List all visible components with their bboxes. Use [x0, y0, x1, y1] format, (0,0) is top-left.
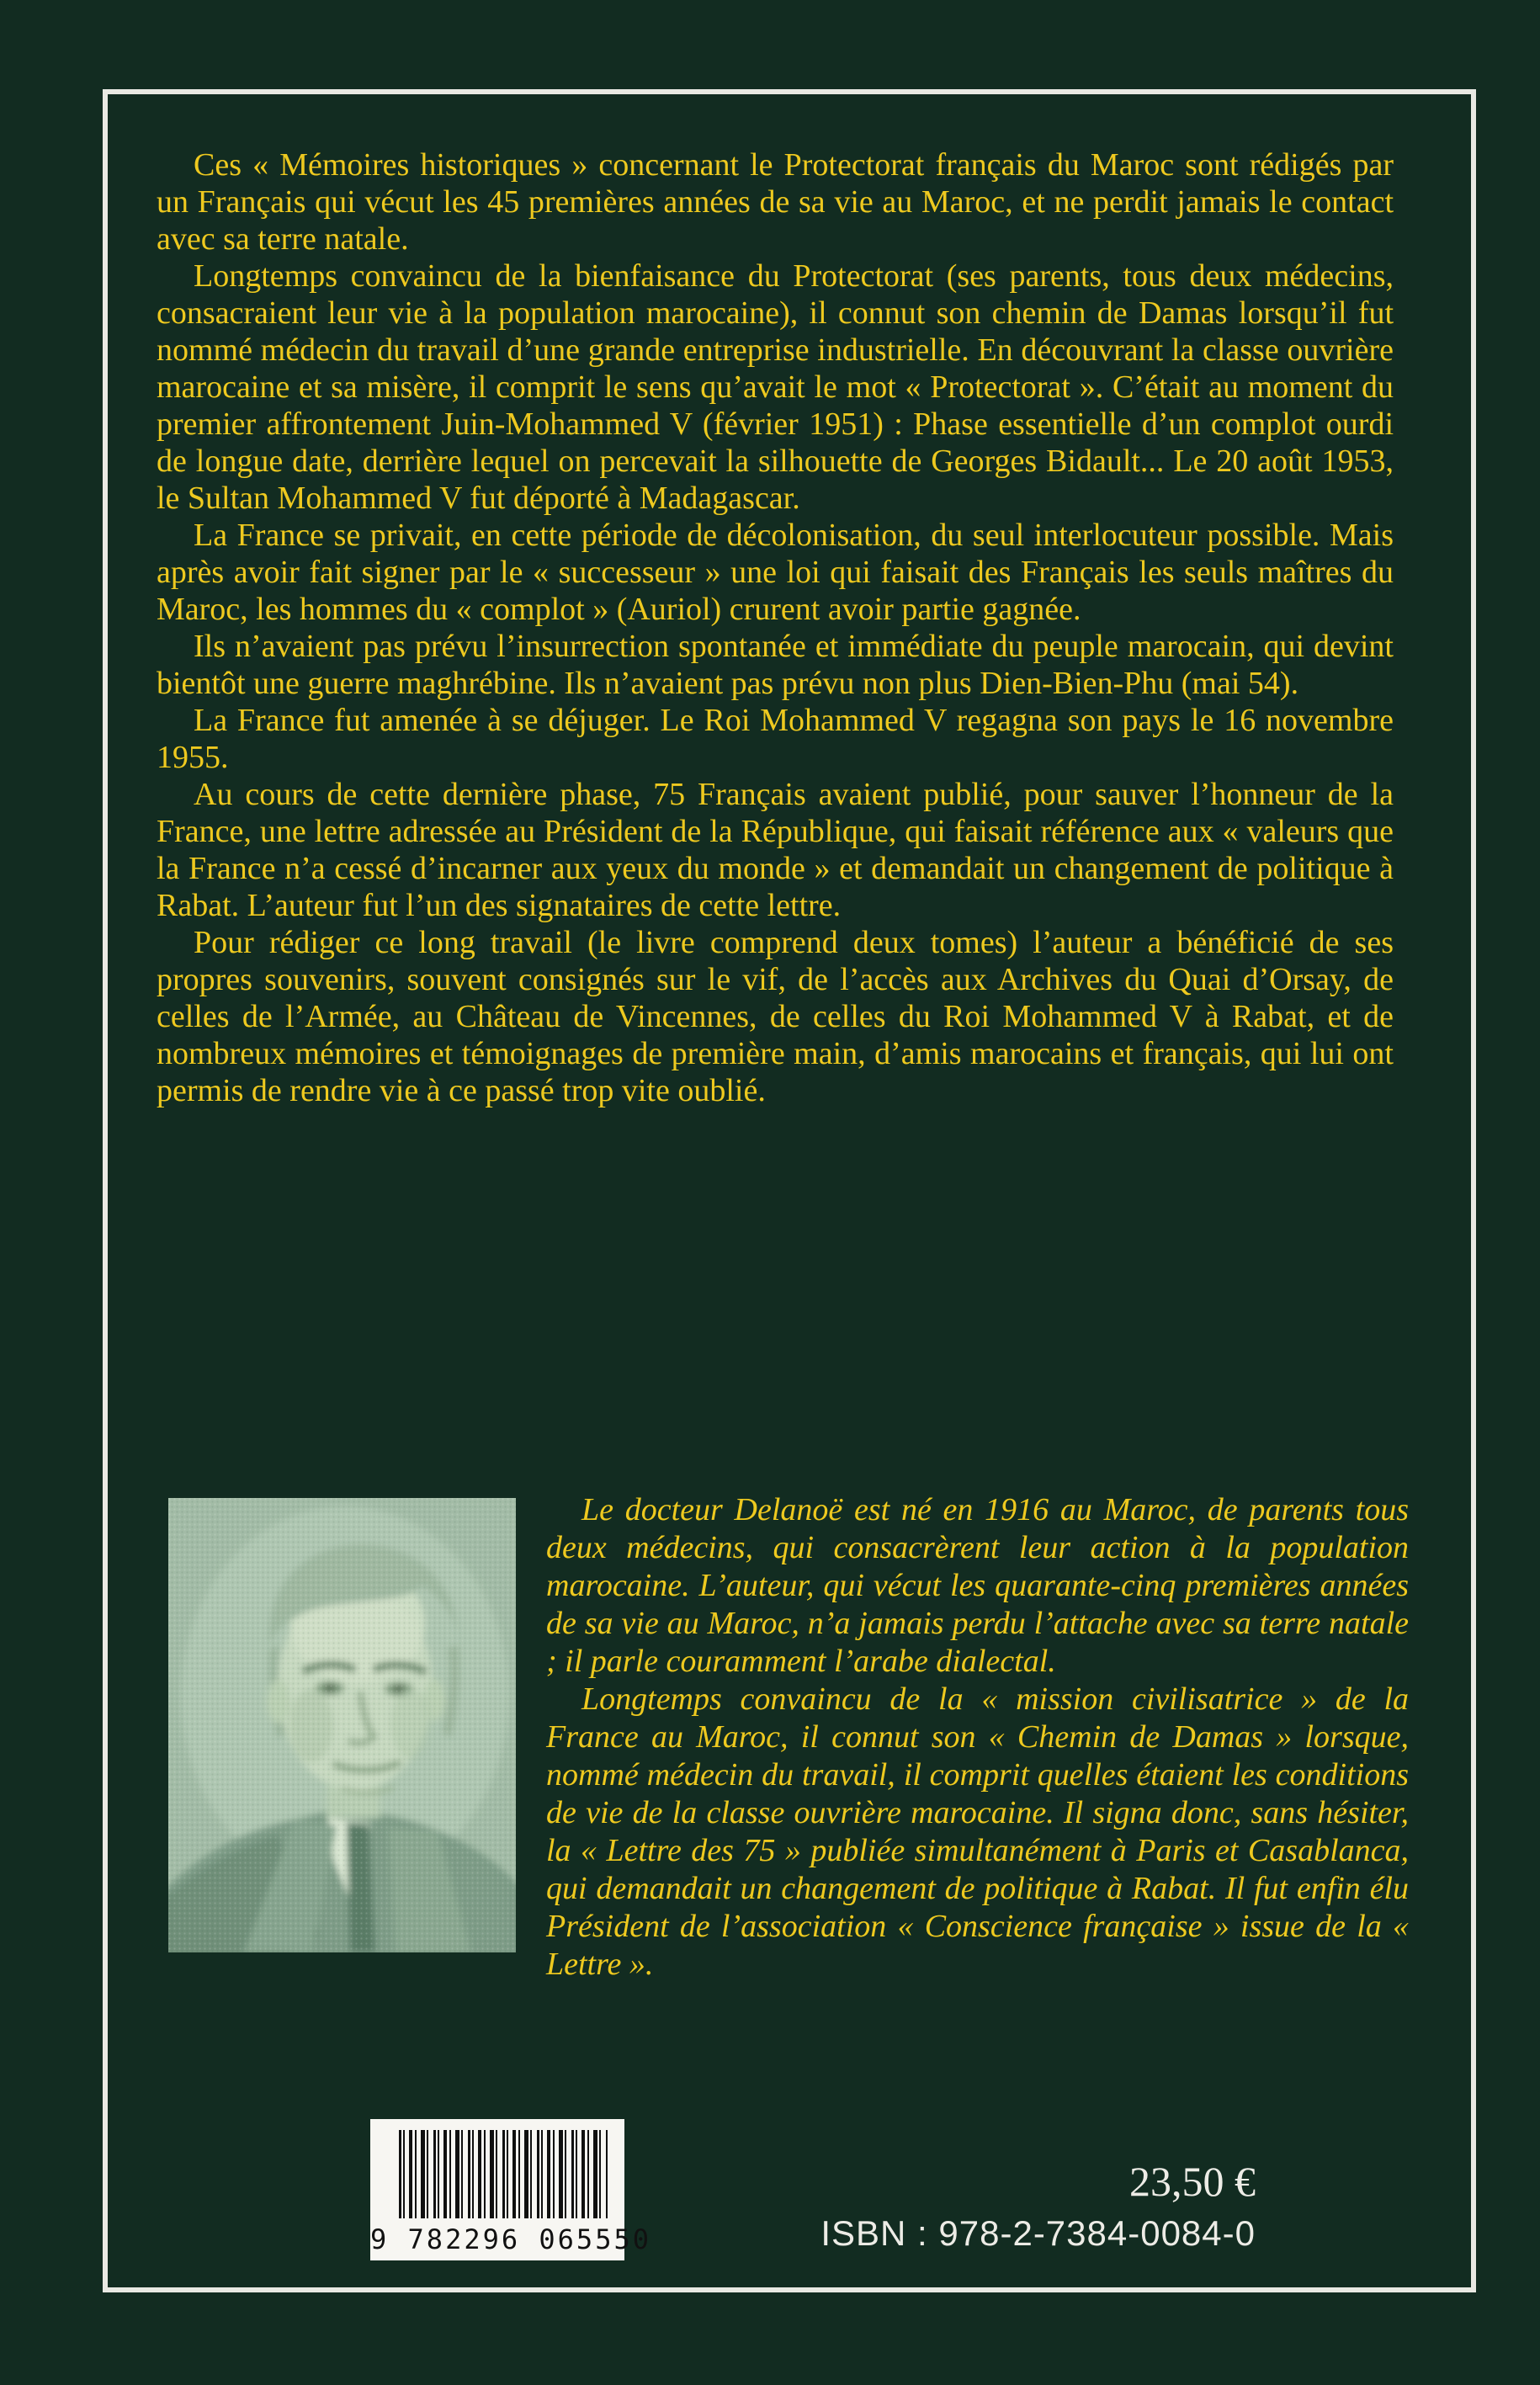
price-label: 23,50 €: [1129, 2158, 1256, 2205]
author-bio-section: [94, 1491, 1409, 1984]
bio-paragraph-1: Le docteur Delanoë est né en 1916 au Maroc, de parents tous deux médecins, qui consacrèrent leur action à la population marocaine. L’auteur, qui vécut les quarante-cinq premières années de sa vie au Maroc, n’a jamais perdu l’attache avec sa terre natale ; il parle couramment l’arabe dialectal.: [546, 1492, 1409, 1679]
portrait-illustration: [168, 1498, 516, 1952]
barcode-bars: [399, 2130, 608, 2218]
synopsis-paragraph-4: Ils n’avaient pas prévu l’insurrection spontanée et immédiate du peuple marocain, qui devint bientôt une guerre maghrébine. Ils n’avaient pas prévu non plus Dien-Bien-Phu (mai 54).: [157, 629, 1394, 701]
synopsis-paragraph-7: Pour rédiger ce long travail (le livre comprend deux tomes) l’auteur a bénéficié de ses propres souvenirs, souvent consignés sur le vif, de l’accès aux Archives du Quai d’Orsay, de celles de l’Armée, au Château de Vincennes, de celles du Roi Mohammed V à Rabat, et de nombreux mémoires et témoignages de première main, d’amis marocains et français, qui lui ont permis de rendre vie à ce passé trop vite oublié.: [157, 925, 1394, 1108]
synopsis-paragraph-6: Au cours de cette dernière phase, 75 Français avaient publié, pour sauver l’honneur de la France, une lettre adressée au Président de la République, qui faisait référence aux « valeurs que la France n’a cessé d’incarner aux yeux du monde » et demandait un changement de politique à Rabat. L’auteur fut l’un des signataires de cette lettre.: [157, 777, 1394, 923]
barcode: [370, 2119, 651, 2260]
synopsis-paragraph-3: La France se privait, en cette période de décolonisation, du seul interlocuteur possible. Mais après avoir fait signer par le « successeur » une loi qui faisait des Français les seuls maîtres du Maroc, les hommes du « complot » (Auriol) crurent avoir partie gagnée.: [157, 518, 1394, 627]
bio-paragraph-2: Longtemps convaincu de la « mission civilisatrice » de la France au Maroc, il connut son « Chemin de Damas » lorsque, nommé médecin du travail, il comprit quelles étaient les conditions de vie de la classe ouvrière marocaine. Il signa donc, sans hésiter, la « Lettre des 75 » publiée simultanément à Paris et Casablanca, qui demandait un changement de politique à Rabat. Il fut enfin élu Président de l’association « Conscience française » issue de la « Lettre ».: [546, 1681, 1409, 1982]
barcode-digits: 9 782296 065550: [370, 2223, 651, 2255]
author-portrait-photo: [168, 1498, 516, 1952]
synopsis-paragraph-2: Longtemps convaincu de la bienfaisance du Protectorat (ses parents, tous deux médecins, consacraient leur vie à la population marocaine), il connut son chemin de Damas lorsqu’il fut nommé médecin du travail d’une grande entreprise industrielle. En découvrant la classe ouvrière marocaine et sa misère, il comprit le sens qu’avait le mot « Protectorat ». C’était au moment du premier affrontement Juin-Mohammed V (février 1951) : Phase essentielle d’un complot ourdi de longue date, derrière lequel on percevait la silhouette de Georges Bidault... Le 20 août 1953, le Sultan Mohammed V fut déporté à Madagascar.: [157, 258, 1394, 516]
synopsis-paragraph-1: Ces « Mémoires historiques » concernant le Protectorat français du Maroc sont rédigés par un Français qui vécut les 45 premières années de sa vie au Maroc, et ne perdit jamais le contact avec sa terre natale.: [157, 147, 1394, 257]
isbn-label: ISBN : 978-2-7384-0084-0: [820, 2213, 1256, 2253]
synopsis-section: [157, 146, 1394, 1109]
synopsis-paragraph-5: La France fut amenée à se déjuger. Le Roi Mohammed V regagna son pays le 16 novembre 1955.: [157, 703, 1394, 775]
